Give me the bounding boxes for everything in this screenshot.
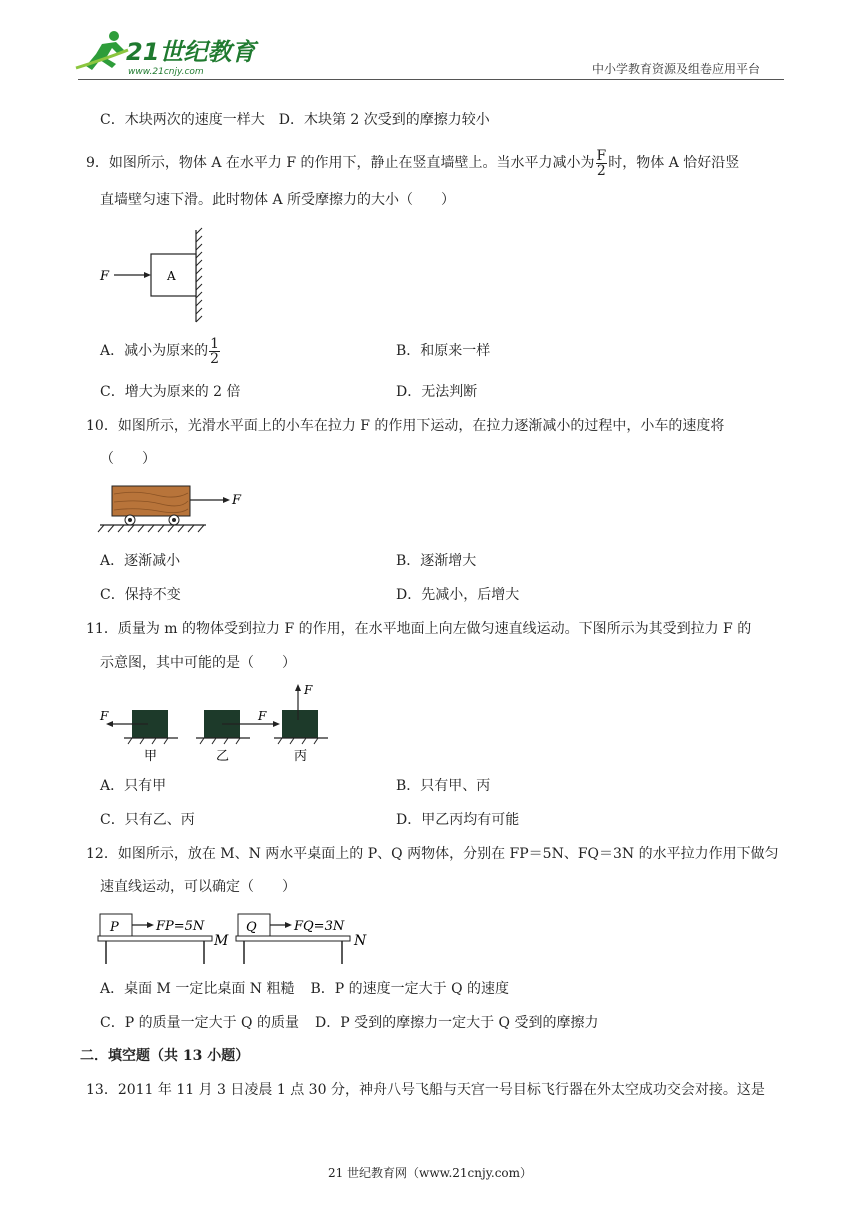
- q8-option-c: C．木块两次的速度一样大: [100, 112, 265, 128]
- q10-option-d: D．先减小，后增大: [396, 587, 520, 603]
- q11-option-a: A．只有甲: [100, 778, 167, 794]
- q10-stem-line2: （ ）: [100, 451, 156, 467]
- q9-stem-line2: 直墙壁匀速下滑。此时物体 A 所受摩擦力的大小（ ）: [100, 192, 456, 208]
- q9-option-c: C．增大为原来的 2 倍: [100, 384, 241, 400]
- q11-stem-line1: 11．质量为 m 的物体受到拉力 F 的作用，在水平地面上向左做匀速直线运动。下图所示为其受到拉力 F 的: [86, 621, 752, 637]
- q12-fq-label: FQ=3N: [294, 919, 345, 934]
- q11-option-c: C．只有乙、丙: [100, 812, 195, 828]
- q11-stem-line2: 示意图，其中可能的是（ ）: [100, 655, 296, 671]
- q11-label-jia: 甲: [144, 749, 158, 764]
- q12-q-label: Q: [246, 920, 257, 935]
- q12-p-label: P: [110, 920, 119, 935]
- q9-option-b: B．和原来一样: [396, 343, 491, 359]
- q11-option-b: B．只有甲、丙: [396, 778, 491, 794]
- q11-label-yi: 乙: [216, 749, 230, 764]
- q8-options: [100, 110, 490, 130]
- q12-option-a: A．桌面 M 一定比桌面 N 粗糙: [100, 981, 295, 997]
- section-title: 二．填空题（共 13 小题）: [80, 1048, 250, 1064]
- logo: [72, 30, 272, 78]
- q12-fp-label: FP=5N: [156, 919, 205, 934]
- q11-option-d: D．甲乙丙均有可能: [396, 812, 520, 828]
- logo-text: 21世纪教育: [126, 38, 256, 66]
- q12-figure: [96, 908, 376, 968]
- q11-force-label-yi: F: [258, 709, 267, 723]
- q11-force-label-bing: F: [304, 683, 313, 697]
- q10-option-b: B．逐渐增大: [396, 553, 477, 569]
- q12-stem-line2: 速直线运动，可以确定（ ）: [100, 879, 296, 895]
- q11-force-label-jia: F: [100, 709, 109, 723]
- q12-n-label: N: [354, 933, 367, 949]
- q9-block-label: A: [167, 269, 176, 283]
- q9-force-label: F: [100, 269, 110, 284]
- q9-option-a: A．减小为原来的 $\frac{1}{2}$: [100, 335, 220, 367]
- q8-option-d: D．木块第 2 次受到的摩擦力较小: [278, 112, 490, 128]
- q13-stem-line1: 13．2011 年 11 月 3 日凌晨 1 点 30 分，神舟八号飞船与天宫一号目标飞行器在外太空成功交会对接。这是: [86, 1082, 765, 1098]
- q10-option-a: A．逐渐减小: [100, 553, 181, 569]
- q12-options-row1: [100, 979, 509, 999]
- q9-figure: [96, 226, 216, 326]
- q12-options-row2: [100, 1013, 598, 1033]
- q11-figure: [96, 680, 336, 766]
- platform-name: 中小学教育资源及组卷应用平台: [592, 62, 761, 76]
- q10-figure: [96, 480, 256, 536]
- q10-force-label: F: [232, 493, 242, 508]
- q9-stem-line1: 9．如图所示，物体 A 在水平力 F 的作用下，静止在竖直墙壁上。当水平力减小为 $\frac{F}{2}$ 时，物体 A 恰好沿竖: [86, 147, 740, 179]
- q12-option-b: B．P 的速度一定大于 Q 的速度: [310, 981, 510, 997]
- header: [0, 0, 860, 80]
- q10-stem-line1: 10．如图所示，光滑水平面上的小车在拉力 F 的作用下运动，在拉力逐渐减小的过程中，小车的速度将: [86, 418, 725, 434]
- footer: 21 世纪教育网（www.21cnjy.com）: [327, 1166, 533, 1180]
- q12-option-c: C．P 的质量一定大于 Q 的质量: [100, 1015, 299, 1031]
- q10-option-c: C．保持不变: [100, 587, 181, 603]
- header-rule: [78, 79, 784, 80]
- q9-fraction: $\frac{F}{2}$: [596, 147, 607, 179]
- q12-m-label: M: [214, 933, 229, 949]
- q12-stem-line1: 12．如图所示，放在 M、N 两水平桌面上的 P、Q 两物体，分别在 FP＝5N、FQ＝3N 的水平拉力作用下做匀: [86, 846, 779, 862]
- q9-option-d: D．无法判断: [396, 384, 478, 400]
- q12-option-d: D．P 受到的摩擦力一定大于 Q 受到的摩擦力: [314, 1015, 599, 1031]
- logo-subtext: www.21cnjy.com: [128, 67, 204, 77]
- q11-label-bing: 丙: [294, 749, 308, 764]
- runner-icon: [76, 31, 128, 70]
